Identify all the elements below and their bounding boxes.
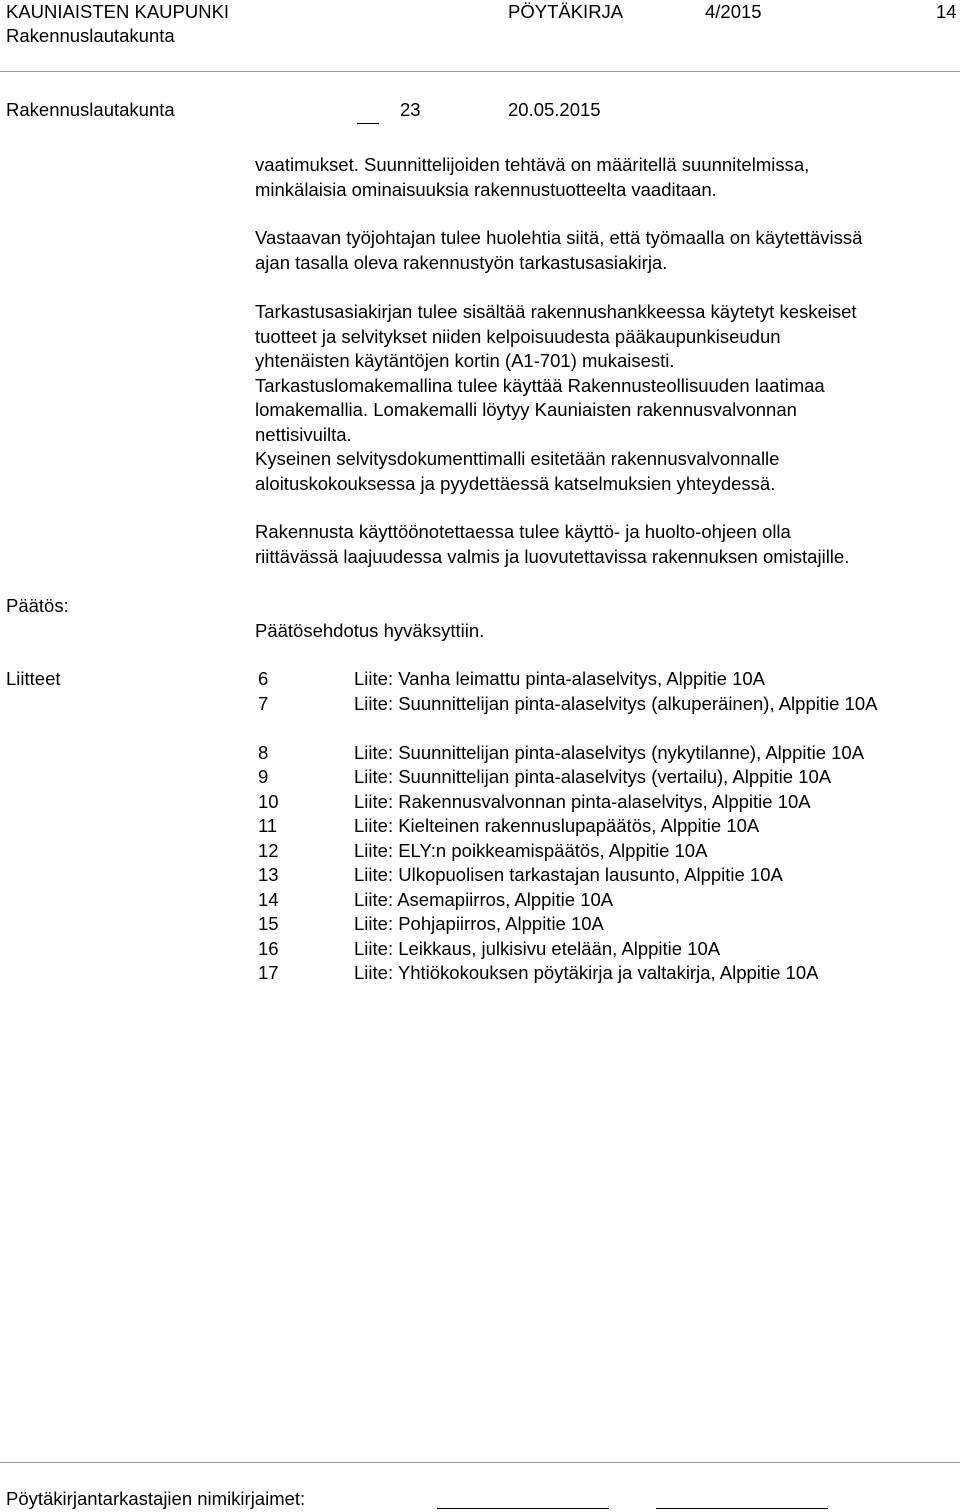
unit-name: Rakennuslautakunta: [6, 25, 175, 46]
paragraph-inspection-document: [255, 300, 945, 496]
section-unit: Rakennuslautakunta: [6, 99, 175, 120]
attachment-number: 6: [258, 668, 269, 689]
footer-divider: [0, 1462, 960, 1463]
attachment-number: 11: [258, 815, 278, 836]
attachment-item: [0, 692, 960, 741]
attachment-title: Liite: Asemapiirros, Alppitie 10A: [354, 888, 614, 910]
organization-name: KAUNIAISTEN KAUPUNKI: [6, 1, 230, 22]
attachment-title: Liite: Rakennusvalvonnan pinta-alaselvitys, Alppitie 10A: [354, 790, 811, 812]
meeting-number: 4/2015: [705, 1, 762, 22]
attachment-item: [0, 765, 960, 790]
attachment-item: [0, 863, 960, 888]
signatures-label: Pöytäkirjantarkastajien nimikirjaimet:: [6, 1488, 306, 1509]
section-date: 20.05.2015: [508, 99, 601, 120]
text-line: lomakemallia. Lomakemalli löytyy Kauniaisten rakennusvalvonnan: [255, 399, 797, 420]
header-divider: [0, 71, 960, 72]
attachment-number: 8: [258, 741, 269, 763]
text-line: minkälaisia ominaisuuksia rakennustuotteelta vaaditaan.: [255, 178, 717, 200]
attachment-item: [0, 741, 960, 766]
attachment-number: 12: [258, 839, 279, 861]
text-line: Rakennusta käyttöönotettaessa tulee käyttö- ja huolto-ohjeen olla: [255, 521, 791, 542]
attachment-number: 9: [258, 766, 269, 787]
attachment-title: Liite: Suunnittelijan pinta-alaselvitys (alkuperäinen), Alppitie 10A: [354, 692, 878, 714]
decision-text: Päätösehdotus hyväksyttiin.: [255, 620, 485, 641]
attachment-number: 13: [258, 864, 279, 885]
text-line: ajan tasalla oleva rakennustyön tarkastusasiakirja.: [255, 251, 668, 273]
attachment-item: [0, 937, 960, 962]
attachment-title: Liite: Suunnittelijan pinta-alaselvitys (vertailu), Alppitie 10A: [354, 766, 832, 787]
text-line: nettisivuilta.: [255, 423, 352, 445]
attachment-item: [0, 667, 960, 692]
attachment-number: 16: [258, 937, 279, 959]
attachments-list: [0, 667, 960, 986]
attachment-title: Liite: Ulkopuolisen tarkastajan lausunto, Alppitie 10A: [354, 864, 783, 885]
attachment-number: 14: [258, 888, 279, 910]
section-number-underline: [357, 123, 379, 124]
text-line: aloituskokouksessa ja pyydettäessä katselmuksien yhteydessä.: [255, 472, 776, 494]
attachment-number: 17: [258, 962, 279, 983]
paragraph-maintenance-manual: [255, 520, 945, 569]
decision-label: Päätös:: [6, 595, 69, 616]
attachment-title: Liite: Yhtiökokouksen pöytäkirja ja valtakirja, Alppitie 10A: [354, 962, 819, 983]
attachments-label: Liitteet: [6, 668, 61, 689]
attachment-item: [0, 839, 960, 864]
attachment-title: Liite: Suunnittelijan pinta-alaselvitys (nykytilanne), Alppitie 10A: [354, 741, 865, 763]
text-line: Tarkastusasiakirjan tulee sisältää rakennushankkeessa käytetyt keskeiset: [255, 301, 857, 322]
text-line: yhtenäisten käytäntöjen kortin (A1-701) mukaisesti.: [255, 350, 675, 371]
section-number: 23: [400, 99, 421, 120]
document-type: PÖYTÄKIRJA: [508, 1, 624, 22]
attachment-title: Liite: Pohjapiirros, Alppitie 10A: [354, 913, 604, 934]
page-number: 14: [936, 1, 957, 22]
attachment-number: 15: [258, 913, 279, 934]
attachment-title: Liite: ELY:n poikkeamispäätös, Alppitie 10A: [354, 839, 708, 861]
attachment-number: 7: [258, 692, 269, 714]
attachment-item: [0, 961, 960, 986]
text-line: vaatimukset. Suunnittelijoiden tehtävä on määritellä suunnitelmissa,: [255, 154, 810, 175]
attachment-item: [0, 790, 960, 815]
attachment-item: [0, 888, 960, 913]
attachment-item: [0, 814, 960, 839]
signature-line: [656, 1508, 828, 1509]
attachment-number: 10: [258, 790, 279, 812]
text-line: tuotteet ja selvitykset niiden kelpoisuudesta pääkaupunkiseudun: [255, 325, 781, 347]
text-line: Vastaavan työjohtajan tulee huolehtia siitä, että työmaalla on käytettävissä: [255, 227, 863, 248]
attachment-item: [0, 912, 960, 937]
paragraph-site-manager: [255, 226, 945, 275]
text-line: Tarkastuslomakemallina tulee käyttää Rakennusteollisuuden laatimaa: [255, 374, 825, 396]
attachment-title: Liite: Leikkaus, julkisivu etelään, Alppitie 10A: [354, 937, 721, 959]
attachment-title: Liite: Kielteinen rakennuslupapäätös, Alppitie 10A: [354, 815, 760, 836]
text-line: Kyseinen selvitysdokumenttimalli esitetään rakennusvalvonnalle: [255, 448, 780, 469]
signature-line: [437, 1508, 609, 1509]
text-line: riittävässä laajuudessa valmis ja luovutettavissa rakennuksen omistajille.: [255, 545, 850, 567]
attachment-title: Liite: Vanha leimattu pinta-alaselvitys, Alppitie 10A: [354, 668, 766, 689]
paragraph-requirements: [255, 153, 945, 202]
